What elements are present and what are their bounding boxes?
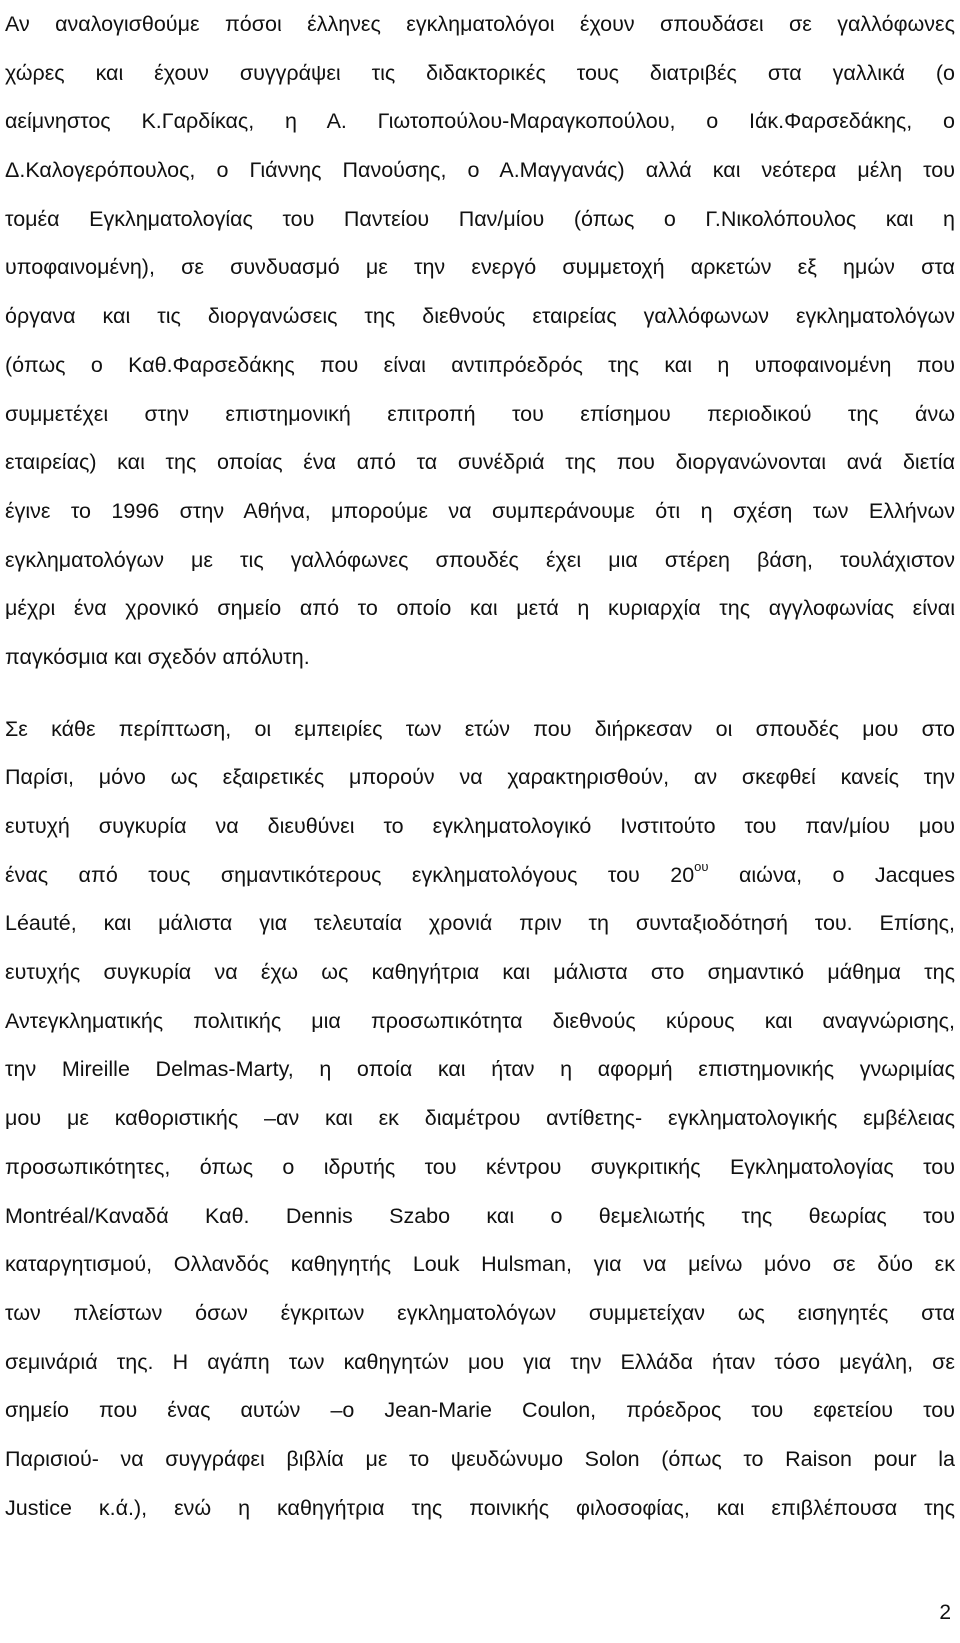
line-text: αιώνα, ο Jacques [708, 862, 955, 887]
paragraph-1-line: (όπως ο Καθ.Φαρσεδάκης που είναι αντιπρόεδρός της και η υποφαινομένη που [5, 352, 955, 377]
paragraph-2-line: μου με καθοριστικής –αν και εκ διαμέτρου αντίθετης- εγκληματολογικής εμβέλειας [5, 1106, 955, 1131]
paragraph-1-line: Δ.Καλογερόπουλος, ο Γιάννης Πανούσης, ο Α.Μαγγανάς) αλλά και νεότερα μέλη του [5, 158, 955, 183]
paragraph-2-line: προσωπικότητες, όπως ο ιδρυτής του κέντρου συγκριτικής Εγκληματολογίας του [5, 1154, 955, 1179]
paragraph-2-line: σεμινάριά της. Η αγάπη των καθηγητών μου για την Ελλάδα ήταν τόσο μεγάλη, σε [5, 1349, 955, 1374]
page-number: 2 [939, 1601, 951, 1624]
paragraph-1-line: χώρες και έχουν συγγράψει τις διδακτορικές τους διατριβές στα γαλλικά (ο [5, 60, 955, 85]
paragraph-2-line: ευτυχής συγκυρία να έχω ως καθηγήτρια και μάλιστα στο σημαντικό μάθημα της [5, 960, 955, 985]
paragraph-2-line: σημείο που ένας αυτών –ο Jean-Marie Coulon, πρόεδρος του εφετείου του [5, 1398, 955, 1423]
paragraph-2-line: την Mireille Delmas-Marty, η οποία και ήταν η αφορμή επιστημονικής γνωριμίας [5, 1057, 955, 1082]
paragraph-1-line: Αν αναλογισθούμε πόσοι έλληνες εγκληματολόγοι έχουν σπουδάσει σε γαλλόφωνες [5, 12, 955, 36]
paragraph-2-line-with-superscript [5, 851, 955, 900]
paragraph-2-line: Αντεγκληματικής πολιτικής μια προσωπικότητα διεθνούς κύρους και αναγνώρισης, [5, 1008, 955, 1033]
paragraph-1-line: έγινε το 1996 στην Αθήνα, μπορούμε να συμπεράνουμε ότι η σχέση των Ελλήνων [5, 498, 955, 523]
paragraph-1 [5, 0, 955, 682]
paragraph-1-line: μέχρι ένα χρονικό σημείο από το οποίο και μετά η κυριαρχία της αγγλοφωνίας είναι [5, 596, 955, 621]
paragraph-1-line: εγκληματολόγων με τις γαλλόφωνες σπουδές έχει μια στέρεη βάση, τουλάχιστον [5, 547, 955, 572]
paragraph-1-line: αείμνηστος Κ.Γαρδίκας, η Α. Γιωτοπούλου-Μαραγκοπούλου, ο Ιάκ.Φαρσεδάκης, ο [5, 109, 955, 134]
paragraph-2-line: Παρίσι, μόνο ως εξαιρετικές μπορούν να χαρακτηρισθούν, αν σκεφθεί κανείς την [5, 765, 955, 790]
paragraph-2-line: Παρισιού- να συγγράφει βιβλία με το ψευδώνυμο Solon (όπως το Raison pour la [5, 1446, 955, 1471]
paragraph-2-line: Σε κάθε περίπτωση, οι εμπειρίες των ετών που διήρκεσαν οι σπουδές μου στο [5, 716, 955, 741]
paragraph-1-line: εταιρείας) και της οποίας ένα από τα συνέδριά της που διοργανώνονται ανά διετία [5, 450, 955, 475]
paragraph-1-line: παγκόσμια και σχεδόν απόλυτη. [5, 644, 310, 669]
paragraph-2 [5, 705, 955, 1533]
paragraph-1-line: τομέα Εγκληματολογίας του Παντείου Παν/μίου (όπως ο Γ.Νικολόπουλος και η [5, 206, 955, 231]
paragraph-2-line: ευτυχή συγκυρία να διευθύνει το εγκληματολογικό Ινστιτούτο του παν/μίου μου [5, 814, 955, 838]
paragraph-2-line: καταργητισμού, Ολλανδός καθηγητής Louk Hulsman, για να μείνω μόνο σε δύο εκ [5, 1252, 955, 1277]
paragraph-1-line: όργανα και τις διοργανώσεις της διεθνούς εταιρείας γαλλόφωνων εγκληματολόγων [5, 304, 955, 329]
superscript: ου [694, 858, 709, 874]
line-text: ένας από τους σημαντικότερους εγκληματολόγους του 20 [5, 862, 695, 887]
paragraph-spacer [5, 682, 955, 705]
paragraph-2-line: Léauté, και μάλιστα για τελευταία χρονιά πριν τη συνταξιοδότησή του. Επίσης, [5, 911, 955, 936]
paragraph-1-line: συμμετέχει στην επιστημονική επιτροπή του επίσημου περιοδικού της άνω [5, 401, 955, 426]
document-page [5, 0, 955, 1532]
paragraph-2-line: Justice κ.ά.), ενώ η καθηγήτρια της ποινικής φιλοσοφίας, και επιβλέπουσα της [5, 1495, 955, 1520]
paragraph-2-line: των πλείστων όσων έγκριτων εγκληματολόγων συμμετείχαν ως εισηγητές στα [5, 1300, 955, 1325]
paragraph-1-line: υποφαινομένη), σε συνδυασμό με την ενεργό συμμετοχή αρκετών εξ ημών στα [5, 255, 955, 280]
paragraph-2-line: Montréal/Καναδά Καθ. Dennis Szabo και ο θεμελιωτής της θεωρίας του [5, 1203, 955, 1228]
